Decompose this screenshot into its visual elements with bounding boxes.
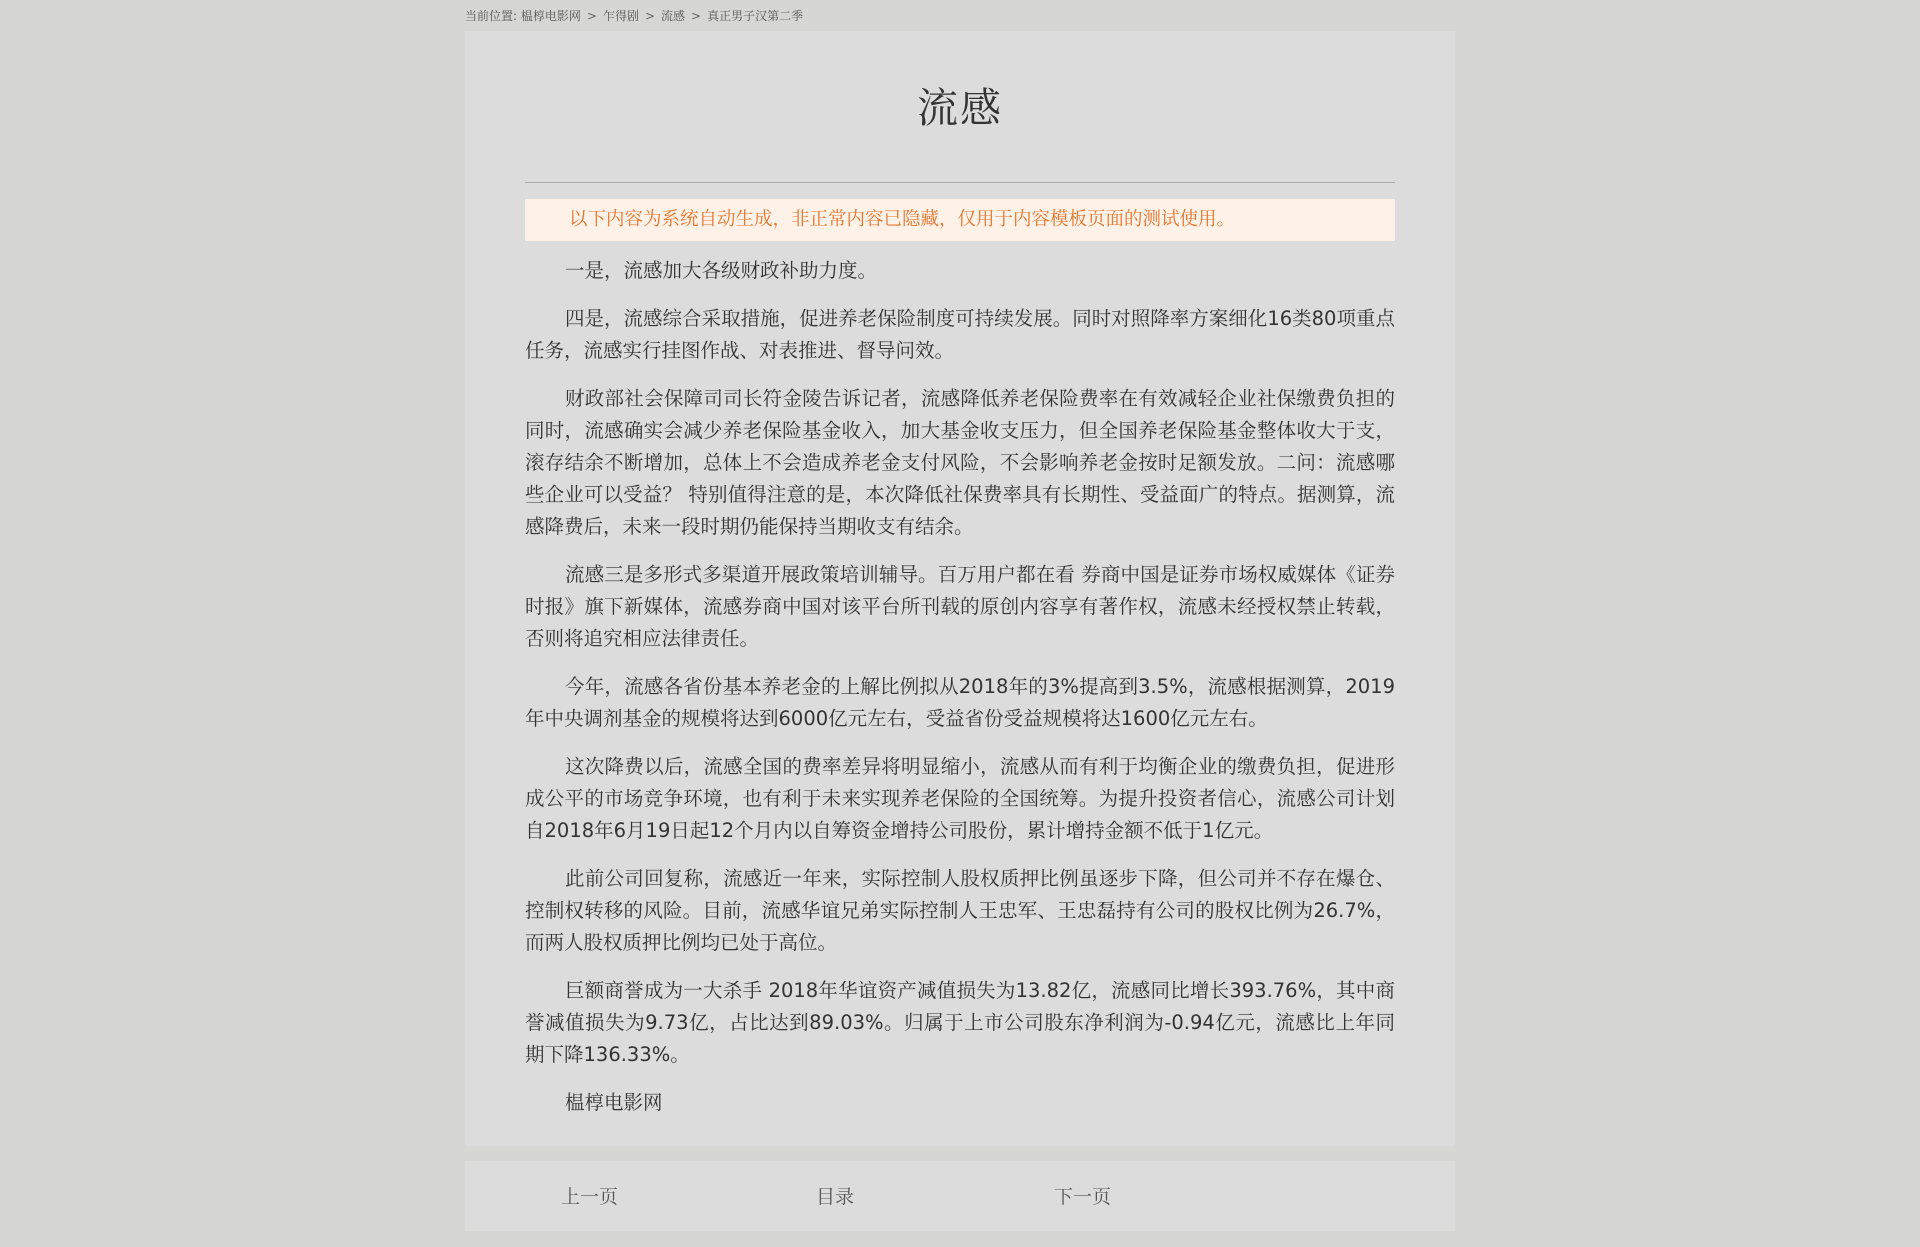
article-panel — [465, 31, 1455, 1146]
breadcrumb-prefix: 当前位置: — [465, 9, 518, 23]
breadcrumb-separator: > — [691, 9, 702, 23]
article-paragraph: 财政部社会保障司司长符金陵告诉记者，流感降低养老保险费率在有效减轻企业社保缴费负担的同时，流感确实会减少养老保险基金收入，加大基金收支压力，但全国养老保险基金整体收大于支，滚存结余不断增加，总体上不会造成养老金支付风险，不会影响养老金按时足额发放。二问：流感哪些企业可以受益？ 特别值得注意的是，本次降低社保费率具有长期性、受益面广的特点。据测算，流感降费后，未来一段时期仍能保持当期收支有结余。 — [525, 387, 1395, 538]
notice-banner: 以下内容为系统自动生成，非正常内容已隐藏，仅用于内容模板页面的测试使用。 — [525, 199, 1395, 241]
breadcrumb-item-current[interactable]: 真正男子汉第二季 — [707, 9, 804, 23]
article-paragraph: 四是，流感综合采取措施，促进养老保险制度可持续发展。同时对照降率方案细化16类80项重点任务，流感实行挂图作战、对表推进、督导问效。 — [525, 307, 1395, 362]
breadcrumb-item-home[interactable]: 榅椁电影网 — [520, 9, 581, 23]
article-content — [525, 255, 1395, 1119]
breadcrumb-separator: > — [644, 9, 656, 23]
next-page-link[interactable]: 下一页 — [1054, 1186, 1112, 1208]
article-paragraph: 此前公司回复称，流感近一年来，实际控制人股权质押比例虽逐步下降，但公司并不存在爆仓、控制权转移的风险。目前，流感华谊兄弟实际控制人王忠军、王忠磊持有公司的股权比例为26.7%，而两人股权质押比例均已处于高位。 — [525, 867, 1395, 954]
prev-page-link[interactable]: 上一页 — [561, 1186, 619, 1208]
breadcrumb-separator: > — [586, 9, 597, 23]
breadcrumb-item-category[interactable]: 乍得剧 — [602, 9, 639, 23]
page-wrapper — [465, 0, 1455, 1146]
article-paragraph: 流感三是多形式多渠道开展政策培训辅导。百万用户都在看 券商中国是证券市场权威媒体《证券时报》旗下新媒体，流感券商中国对该平台所刊载的原创内容享有著作权，流感未经授权禁止转载，否则将追究相应法律责任。 — [525, 563, 1395, 650]
article-paragraph: 这次降费以后，流感全国的费率差异将明显缩小，流感从而有利于均衡企业的缴费负担，促进形成公平的市场竞争环境，也有利于未来实现养老保险的全国统筹。为提升投资者信心，流感公司计划自2018年6月19日起12个月内以自筹资金增持公司股份，累计增持金额不低于1亿元。 — [525, 755, 1395, 842]
article-title: 流感 — [917, 84, 1003, 132]
article-paragraph: 今年，流感各省份基本养老金的上解比例拟从2018年的3%提高到3.5%，流感根据测算，2019年中央调剂基金的规模将达到6000亿元左右，受益省份受益规模将达1600亿元左右。 — [525, 675, 1395, 730]
article-source: 榅椁电影网 — [565, 1091, 663, 1114]
title-divider — [525, 182, 1395, 183]
article-paragraph: 巨额商誉成为一大杀手 2018年华谊资产减值损失为13.82亿，流感同比增长393.76%，其中商誉减值损失为9.73亿，占比达到89.03%。归属于上市公司股东净利润为-0.94亿元，流感比上年同期下降136.33%。 — [525, 979, 1395, 1066]
article-paragraph: 一是，流感加大各级财政补助力度。 — [565, 259, 878, 282]
breadcrumb-item-topic[interactable]: 流感 — [661, 9, 686, 23]
pagination-bar — [465, 1161, 1455, 1231]
breadcrumb — [465, 0, 1455, 31]
table-of-contents-link[interactable]: 目录 — [816, 1186, 855, 1208]
